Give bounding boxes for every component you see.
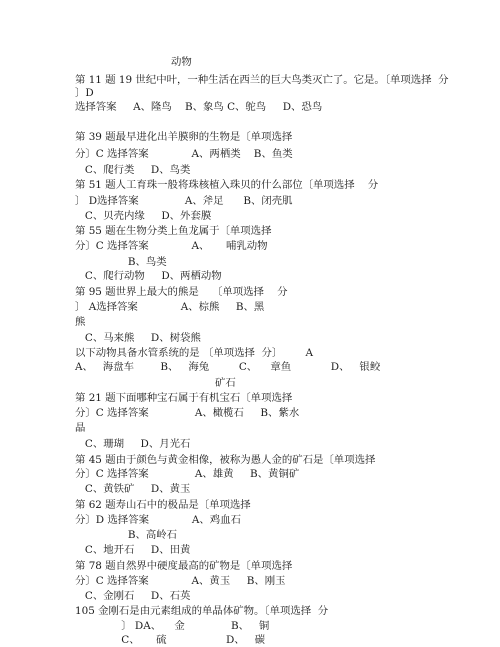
question-text: 第 51 题人工育珠一般将珠核植入珠贝的什么部位〔单项选择 分 <box>75 179 379 191</box>
options-line: C、爬行动物 D、两栖动物 <box>75 270 222 282</box>
options-line: C、珊瑚 D、月光石 <box>75 438 191 450</box>
question-text: 第 78 题自然界中硬度最高的矿物是〔单项选择 <box>75 560 293 572</box>
question-text: 第 45 题由于颜色与黄金相像，被称为愚人金的矿石是〔单项选择 <box>75 454 376 466</box>
question-text: 第 55 题在生物分类上鱼龙属于〔单项选择 <box>75 225 272 237</box>
question-text: 第 62 题寿山石中的极品是〔单项选择 <box>75 499 251 511</box>
options-line: 分〕C 选择答案 A、两栖类 B、鱼类 <box>75 148 293 160</box>
question-text: 第 21 题下面哪种宝石属于有机宝石〔单项选择 <box>75 392 293 404</box>
options-line: 分〕C 选择答案 A、橄榄石 B、紫水 <box>75 407 300 419</box>
question-text: 第 95 题世界上最大的熊是 〔单项选择 分 <box>75 286 288 298</box>
options-line: C、黄铁矿 D、黄玉 <box>75 483 191 495</box>
options-line: 分〕C 选择答案 A、 哺乳动物 <box>75 240 268 252</box>
options-line: 〕 D选择答案 A、斧足 B、闭壳肌 <box>75 195 293 207</box>
options-line: C、贝壳内缘 D、外套膜 <box>75 210 212 222</box>
options-line: C、爬行类 D、鸟类 <box>75 164 191 176</box>
options-line: 〕 DA、 金 B、 铜 <box>75 620 270 632</box>
question-text: 第 39 题最早进化出羊膜卵的生物是〔单项选择 <box>75 131 293 143</box>
options-line: C、 硫 D、 碳 <box>75 634 265 646</box>
options-line: 分〕C 选择答案 A、雄黄 B、黄铜矿 <box>75 468 300 480</box>
options-line: 〕 A选择答案 A、棕熊 B、黑 <box>75 301 265 313</box>
options-line: A、 海盘车 B、 海兔 C、 章鱼 D、 银鲛 <box>75 361 381 373</box>
question-text: 以下动物具备水管系统的是 〔单项选择 分〕 A <box>75 347 313 359</box>
section-heading-minerals: 矿石 <box>215 377 236 389</box>
question-text: 第 11 题 19 世纪中叶，一种生活在西兰的巨大鸟类灭亡了。它是。〔单项选择 分 <box>75 74 449 86</box>
options-line: 选择答案 A、隆鸟 B、象鸟 C、鸵鸟 D、恐鸟 <box>75 101 323 113</box>
options-line: C、金刚石 D、石英 <box>75 590 191 602</box>
options-line: C、地开石 D、田黄 <box>75 544 191 556</box>
section-heading-animals: 动物 <box>171 56 192 68</box>
options-line: 晶 <box>75 422 86 434</box>
question-text: 105 金刚石是由元素组成的单晶体矿物。〔单项选择 分 <box>75 605 329 617</box>
options-line: 分〕C 选择答案 A、黄玉 B、刚玉 <box>75 575 286 587</box>
options-line: 分〕D 选择答案 A、鸡血石 <box>75 514 241 526</box>
options-line: B、高岭石 <box>75 529 178 541</box>
options-line: C、马来熊 D、树袋熊 <box>75 332 201 344</box>
options-line: 熊 <box>75 316 86 328</box>
answer-line: 〕D <box>75 87 94 99</box>
options-line: B、鸟类 <box>75 256 167 268</box>
